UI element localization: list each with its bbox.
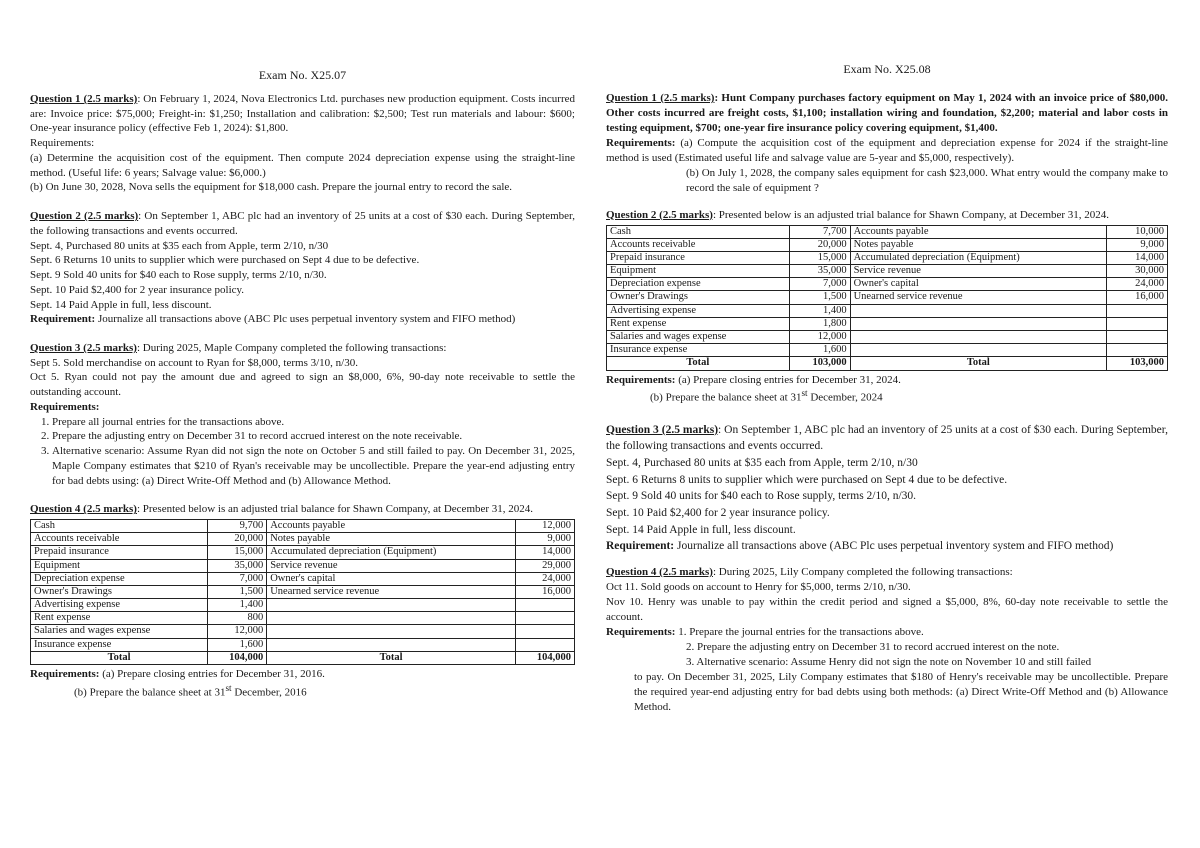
table-row [607,265,1168,278]
left-exam-title: Exam No. X25.07 [258,68,347,82]
credit-amount: 14,000 [1107,251,1168,264]
debit-account: Rent expense [607,317,790,330]
transaction-line: Sept. 6 Returns 8 units to supplier which were purchased on Sept 4 due to be defective. [606,473,1008,486]
credit-account: Unearned service revenue [267,585,516,598]
requirement-b-text: (b) Prepare the balance sheet at 31 [74,686,226,699]
debit-amount: 7,700 [789,225,850,238]
requirement-item: 2. Prepare the adjusting entry on December 31 to record accrued interest on the note. [686,640,1060,653]
credit-amount [1107,317,1168,330]
transaction-line: Sept. 4, Purchased 80 units at $35 each from Apple, term 2/10, n/30 [606,456,918,469]
credit-amount: 10,000 [1107,225,1168,238]
debit-amount: 7,000 [789,278,850,291]
transaction-line: Sept 5. Sold merchandise on account to Ryan for $8,000, terms 3/10, n/30. [30,356,358,369]
debit-account: Owner's Drawings [607,291,790,304]
requirement-text: Journalize all transactions above (ABC Plc uses perpetual inventory system and FIFO method) [674,540,1114,553]
debit-account: Salaries and wages expense [607,331,790,344]
requirement-b [606,387,1168,405]
debit-account: Owner's Drawings [31,585,208,598]
credit-account: Notes payable [267,533,516,546]
right-question-1 [606,91,1168,196]
credit-account: Accounts payable [850,225,1107,238]
question-heading: Question 1 (2.5 marks) [606,92,715,104]
requirement-b-text: (b) Prepare the balance sheet at 31 [650,391,802,404]
total-debit: 104,000 [208,651,267,664]
requirement-label: Requirement: [606,540,675,553]
total-label: Total [850,357,1107,370]
debit-amount: 20,000 [789,238,850,251]
table-row [31,625,575,638]
credit-amount: 29,000 [515,559,574,572]
transaction-line: Sept. 10 Paid $2,400 for 2 year insurance policy. [606,507,830,519]
debit-account: Depreciation expense [31,572,208,585]
total-label: Total [31,651,208,664]
question-body: : On February 1, 2024, Nova Electronics Ltd. purchases new production equipment. Costs incurred are: Invoice price: $75,000; Freight-in: $1,250; Installation and calibration: $2,500; Test run materials and labour: $600; One-year insurance policy (effective Feb 1, 2024): $1,800. [30,93,575,135]
table-row [607,317,1168,330]
credit-account [267,625,516,638]
table-row [31,585,575,598]
total-label: Total [267,651,516,664]
credit-account: Owner's capital [267,572,516,585]
debit-amount: 15,000 [789,251,850,264]
table-row [31,559,575,572]
debit-account: Prepaid insurance [31,546,208,559]
credit-amount: 16,000 [515,585,574,598]
requirement-b-date: December, 2024 [807,391,883,404]
credit-amount [515,612,574,625]
debit-amount: 1,400 [208,599,267,612]
right-exam-title: Exam No. X25.08 [843,62,931,76]
question-body: : On September 1, ABC plc had an inventory of 25 units at a cost of $30 each. During September, the following transactions and events occurred. [30,210,575,237]
debit-account: Equipment [607,265,790,278]
debit-amount: 1,600 [789,344,850,357]
credit-amount [1107,304,1168,317]
question-heading: Question 3 (2.5 marks) [606,423,719,436]
table-row [607,278,1168,291]
credit-account [267,638,516,651]
debit-account: Insurance expense [607,344,790,357]
left-question-2 [30,209,575,327]
requirement-item: to pay. On December 31, 2025, Lily Company estimates that $180 of Henry's receivable may be uncollectible. Prepare the required year-end adjusting entry for bad debts using both methods: (a) Direct Write-Off Method and (b) Allowance Method. [634,670,1168,713]
credit-amount: 9,000 [1107,238,1168,251]
total-credit: 104,000 [515,651,574,664]
left-exam-page [30,0,575,848]
requirements-label: Requirements: [606,136,676,149]
total-row [31,651,575,664]
requirements-list [30,415,575,489]
requirement-b: (b) On June 30, 2028, Nova sells the equipment for $18,000 cash. Prepare the journal entry to record the sale. [30,181,513,194]
question-heading: Question 3 (2.5 marks) [30,342,137,355]
debit-amount: 1,800 [789,317,850,330]
total-label: Total [607,357,790,370]
requirements-label: Requirements: [30,137,95,150]
right-question-4 [606,565,1168,715]
requirement-a: (a) Determine the acquisition cost of the equipment. Then compute 2024 depreciation expense using the straight-line method. (Useful life: 6 years; Salvage value: $6,000.) [30,151,575,179]
transaction-line: Oct 11. Sold goods on account to Henry for $5,000, terms 2/10, n/30. [606,580,911,593]
table-row [607,291,1168,304]
trial-balance-table [606,225,1168,371]
requirement-b: (b) On July 1, 2028, the company sales equipment for cash $23,000. What entry would the company make to record the sale of equipment ? [686,166,1168,194]
question-heading: Question 2 (2.5 marks) [606,208,713,221]
table-row [607,238,1168,251]
table-row [31,599,575,612]
transaction-line: Sept. 6 Returns 10 units to supplier which were purchased on Sept 4 due to be defective. [30,254,420,267]
debit-amount: 12,000 [789,331,850,344]
left-question-4 [30,502,575,700]
question-body: : Presented below is an adjusted trial balance for Shawn Company, at December 31, 2024. [712,208,1110,221]
debit-account: Advertising expense [31,599,208,612]
debit-account: Cash [31,520,208,533]
table-row [31,638,575,651]
debit-amount: 35,000 [208,559,267,572]
transaction-line: Sept. 14 Paid Apple in full, less discount. [30,298,212,311]
credit-account: Accumulated depreciation (Equipment) [850,251,1107,264]
requirement-a: (a) Prepare closing entries for December 31, 2024. [675,373,901,386]
debit-account: Prepaid insurance [607,251,790,264]
credit-account: Service revenue [850,265,1107,278]
requirement-a: (a) Compute the acquisition cost of the equipment and depreciation expense for 2024 if the straight-line method is used (Estimated useful life and salvage value are 5-year and $5,000, respectively). [606,136,1168,164]
credit-account: Accounts payable [267,520,516,533]
requirement-item: 3. Alternative scenario: Assume Ryan did not sign the note on October 5 and still failed to pay. On December 31, 2025, Maple Company estimates that $210 of Ryan's receivable may be uncollectible. Prepare the year-end adjusting entry for bad debts using: (a) Direct Write-Off Method and (b) Allowance Method. [52,444,575,488]
requirement-label: Requirement: [30,313,96,326]
question-body: : During 2025, Lily Company completed the following transactions: [712,566,1013,579]
credit-account: Service revenue [267,559,516,572]
debit-amount: 35,000 [789,265,850,278]
right-question-3 [606,422,1168,555]
right-exam-page [606,0,1168,848]
debit-amount: 12,000 [208,625,267,638]
question-body: : Presented below is an adjusted trial balance for Shawn Company, at December 31, 2024. [136,503,534,516]
credit-account: Owner's capital [850,278,1107,291]
transaction-line: Sept. 9 Sold 40 units for $40 each to Rose supply, terms 2/10, n/30. [30,269,327,282]
credit-account [850,344,1107,357]
table-row [607,331,1168,344]
question-body: : Hunt Company purchases factory equipment on May 1, 2024 with an invoice price of $80,000. Other costs incurred are freight costs, $1,100; installation wiring and foundation, $2,200; material and labor costs in testing equipment, $700; one-year fire insurance policy covering equipment, $1,400. [606,92,1168,134]
transaction-line: Sept. 4, Purchased 80 units at $35 each from Apple, term 2/10, n/30 [30,239,329,252]
debit-amount: 20,000 [208,533,267,546]
question-heading: Question 4 (2.5 marks) [30,503,137,516]
requirement-b [30,682,575,700]
requirement-item: 1. Prepare the journal entries for the transactions above. [675,625,924,638]
credit-account [267,599,516,612]
credit-account [850,331,1107,344]
requirement-text: Journalize all transactions above (ABC Plc uses perpetual inventory system and FIFO method) [95,313,516,326]
total-credit: 103,000 [1107,357,1168,370]
credit-account: Unearned service revenue [850,291,1107,304]
credit-amount [1107,344,1168,357]
requirement-item: 1. Prepare all journal entries for the transactions above. [52,415,575,430]
debit-account: Insurance expense [31,638,208,651]
debit-account: Cash [607,225,790,238]
debit-account: Salaries and wages expense [31,625,208,638]
total-debit: 103,000 [789,357,850,370]
ordinal-suffix: st [801,388,808,399]
left-question-3 [30,341,575,488]
credit-amount: 16,000 [1107,291,1168,304]
left-question-1 [30,92,575,195]
debit-amount: 15,000 [208,546,267,559]
requirement-item: 2. Prepare the adjusting entry on December 31 to record accrued interest on the note receivable. [52,429,575,444]
transaction-line: Sept. 14 Paid Apple in full, less discount. [606,523,796,536]
transaction-line: Nov 10. Henry was unable to pay within the credit period and signed a $5,000, 8%, 60-day note receivable to settle the account. [606,595,1168,623]
requirements-label: Requirements: [30,667,100,680]
requirement-item: 3. Alternative scenario: Assume Henry did not sign the note on November 10 and still failed [686,655,1092,668]
requirements-label: Requirements: [30,400,100,413]
table-row [31,612,575,625]
table-row [31,520,575,533]
debit-amount: 1,500 [789,291,850,304]
transaction-line: Sept. 9 Sold 40 units for $40 each to Rose supply, terms 2/10, n/30. [606,490,917,503]
debit-account: Depreciation expense [607,278,790,291]
credit-account [267,612,516,625]
debit-amount: 1,600 [208,638,267,651]
credit-amount: 30,000 [1107,265,1168,278]
debit-amount: 1,500 [208,585,267,598]
credit-account: Accumulated depreciation (Equipment) [267,546,516,559]
requirement-b-date: December, 2016 [231,686,307,699]
debit-account: Accounts receivable [31,533,208,546]
credit-account [850,317,1107,330]
transaction-line: Oct 5. Ryan could not pay the amount due and agreed to sign an $8,000, 6%, 90-day note receivable to settle the outstanding account. [30,371,575,399]
debit-account: Equipment [31,559,208,572]
table-row [607,344,1168,357]
credit-amount: 14,000 [515,546,574,559]
credit-amount: 24,000 [515,572,574,585]
debit-amount: 1,400 [789,304,850,317]
total-row [607,357,1168,370]
question-body: : On September 1, ABC plc had an inventory of 25 units at a cost of $30 each. During September, the following transactions and events occurred. [606,423,1168,453]
debit-account: Advertising expense [607,304,790,317]
credit-amount: 24,000 [1107,278,1168,291]
credit-amount: 12,000 [515,520,574,533]
debit-account: Rent expense [31,612,208,625]
credit-amount [1107,331,1168,344]
question-body: : During 2025, Maple Company completed the following transactions: [136,342,447,355]
credit-amount [515,638,574,651]
trial-balance-table [30,519,575,665]
credit-account [850,304,1107,317]
requirement-a: (a) Prepare closing entries for December 31, 2016. [99,667,325,680]
credit-account: Notes payable [850,238,1107,251]
right-question-2 [606,208,1168,406]
debit-account: Accounts receivable [607,238,790,251]
table-row [31,533,575,546]
debit-amount: 800 [208,612,267,625]
table-row [31,546,575,559]
table-row [607,251,1168,264]
debit-amount: 7,000 [208,572,267,585]
credit-amount [515,625,574,638]
credit-amount [515,599,574,612]
table-row [607,304,1168,317]
requirements-label: Requirements: [606,625,676,638]
question-heading: Question 2 (2.5 marks) [30,210,139,223]
requirements-label: Requirements: [606,373,676,386]
table-row [607,225,1168,238]
transaction-line: Sept. 10 Paid $2,400 for 2 year insurance policy. [30,283,245,296]
debit-amount: 9,700 [208,520,267,533]
credit-amount: 9,000 [515,533,574,546]
ordinal-suffix: st [225,682,232,693]
question-heading: Question 1 (2.5 marks) [30,93,138,105]
table-row [31,572,575,585]
question-heading: Question 4 (2.5 marks) [606,566,713,579]
